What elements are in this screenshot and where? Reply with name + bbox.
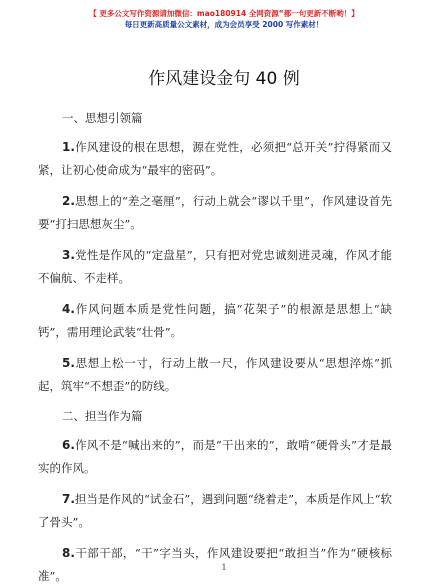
section-heading: 二、担当作为篇 — [62, 409, 143, 423]
item-text: 作风不是“喊出来的”，而是“干出来的”，敢啃“硬骨头”才是最实的作风。 — [38, 438, 392, 475]
item-text: 党性是作风的“定盘星”，只有把对党忠诚刻进灵魂，作风才能不偏航、不走样。 — [38, 248, 392, 285]
list-item — [38, 488, 392, 534]
item-text: 作风问题本质是党性问题，搞“花架子”的根源是思想上“缺钙”，需用理论武装“壮骨”。 — [38, 302, 392, 339]
item-number: 2. — [62, 194, 75, 208]
list-item — [38, 298, 392, 344]
item-number: 6. — [62, 438, 75, 452]
item-number: 8. — [62, 546, 75, 560]
item-text: 思想上的“差之毫厘”，行动上就会“谬以千里”，作风建设首先要“打扫思想灰尘”。 — [38, 194, 392, 231]
list-item — [38, 244, 392, 290]
document-body — [38, 108, 392, 588]
list-item — [38, 136, 392, 182]
item-number: 4. — [62, 302, 75, 316]
item-text: 作风建设的根在思想，源在党性，必须把“总开关”拧得紧而又紧，让初心使命成为“最牢的密码”。 — [38, 140, 392, 177]
item-number: 7. — [62, 492, 75, 506]
list-item — [38, 434, 392, 480]
document-title: 作风建设金句 40 例 — [148, 69, 300, 89]
item-number: 3. — [62, 248, 75, 262]
list-item — [38, 352, 392, 398]
promo-banner-line2: 每日更新高质量公文素材，成为会员享受 2000 写作素材！ — [124, 20, 324, 29]
list-item — [38, 190, 392, 236]
item-number: 1. — [62, 140, 75, 154]
item-text: 思想上松一寸，行动上散一尺，作风建设要从“思想淬炼”抓起，筑牢“不想歪”的防线。 — [38, 356, 392, 393]
promo-banner — [0, 8, 448, 30]
promo-banner-line1: 【 更多公文写作资源请加微信：mao180914 全网资源“都一句更新不断哟！】 — [89, 9, 359, 18]
page-number: 1 — [221, 563, 227, 572]
item-text: 干部干部，“干”字当头，作风建设要把“敢担当”作为“硬核标准”。 — [38, 546, 392, 583]
item-number: 5. — [62, 356, 75, 370]
section-heading: 一、思想引领篇 — [62, 111, 143, 125]
item-text: 担当是作风的“试金石”，遇到问题“绕着走”，本质是作风上“软了骨头”。 — [38, 492, 392, 529]
